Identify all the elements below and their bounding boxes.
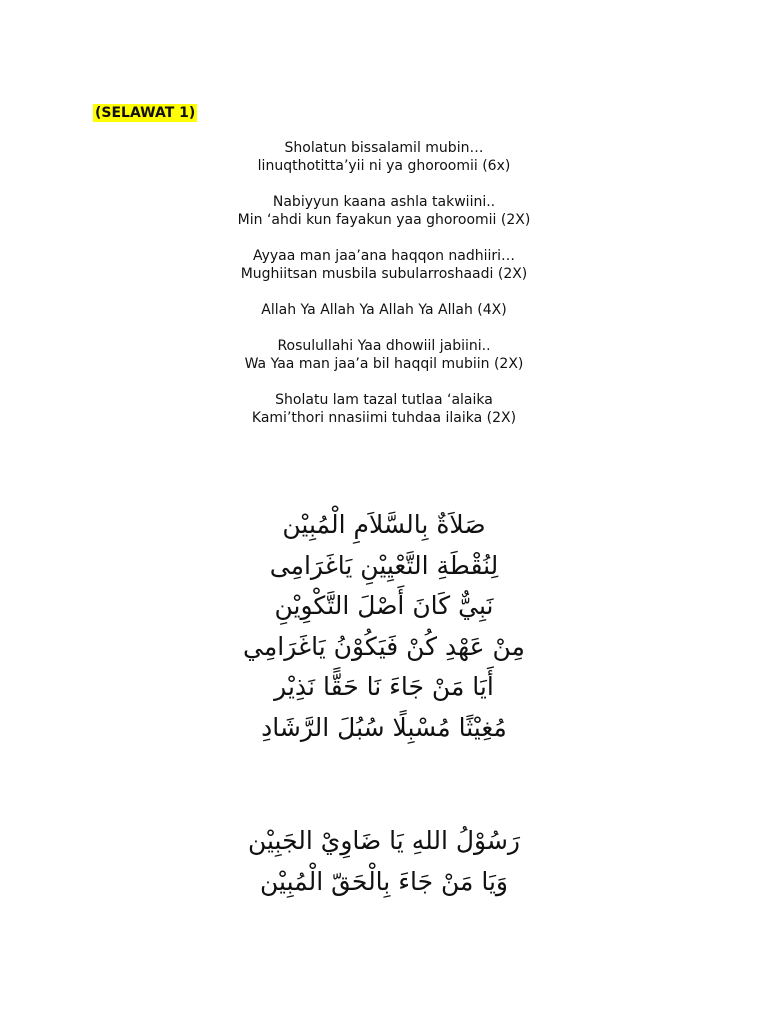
- arabic-line: مُغِيْثًا مُسْبِلًا سُبُلَ الرَّشَادِ: [261, 712, 507, 742]
- latin-stanza: [0, 193, 768, 229]
- arabic-line: نَبِيٌّ كَانَ أَصْلَ التَّكْوِيْنِ: [274, 591, 494, 620]
- arabic-line: صَلاَةٌ بِالسَّلاَمِ الْمُبِيْن: [282, 510, 486, 539]
- latin-stanza: [0, 139, 768, 175]
- latin-line: Wa Yaa man jaa’a bil haqqil mubiin (2X): [244, 356, 524, 372]
- latin-stanza: [0, 247, 768, 283]
- latin-stanza: [0, 391, 768, 427]
- latin-stanza: [0, 301, 768, 319]
- arabic-lyrics: [0, 505, 768, 902]
- latin-line: Mughiitsan musbila subularroshaadi (2X): [240, 266, 528, 282]
- latin-line: Sholatu lam tazal tutlaa ‘alaika: [275, 392, 493, 408]
- latin-line: Nabiyyun kaana ashla takwiini..: [272, 194, 496, 210]
- latin-line: linuqthotitta’yii ni ya ghoroomii (6x): [257, 158, 511, 174]
- latin-line: Rosulullahi Yaa dhowiil jabiini..: [277, 338, 491, 354]
- latin-line: Min ‘ahdi kun fayakun yaa ghoroomii (2X): [237, 212, 531, 228]
- arabic-line: مِنْ عَهْدِ كُنْ فَيَكُوْنُ يَاغَرَامِي: [243, 631, 525, 661]
- latin-stanza: [0, 337, 768, 373]
- arabic-line: وَيَا مَنْ جَاءَ بِالْحَقّ الْمُبِيْن: [260, 866, 508, 896]
- arabic-line: أَيَا مَنْ جَاءَ نَا حَقًّا نَذِيْر: [274, 672, 494, 701]
- arabic-line: رَسُوْلُ اللهِ يَا ضَاوِيْ الجَبِيْن: [247, 826, 520, 855]
- stanza-gap: [0, 748, 768, 821]
- latin-line: Kami’thori nnasiimi tuhdaa ilaika (2X): [251, 410, 517, 426]
- latin-line: Allah Ya Allah Ya Allah Ya Allah (4X): [261, 302, 507, 318]
- arabic-line: لِنُقْطَةِ التَّعْيِيْنِ يَاغَرَامِى: [269, 550, 499, 580]
- selawat-heading: (SELAWAT 1): [95, 105, 196, 121]
- latin-line: Sholatun bissalamil mubin…: [284, 140, 484, 156]
- latin-lyrics: [0, 139, 768, 445]
- latin-line: Ayyaa man jaa’ana haqqon nadhiiri…: [252, 248, 516, 264]
